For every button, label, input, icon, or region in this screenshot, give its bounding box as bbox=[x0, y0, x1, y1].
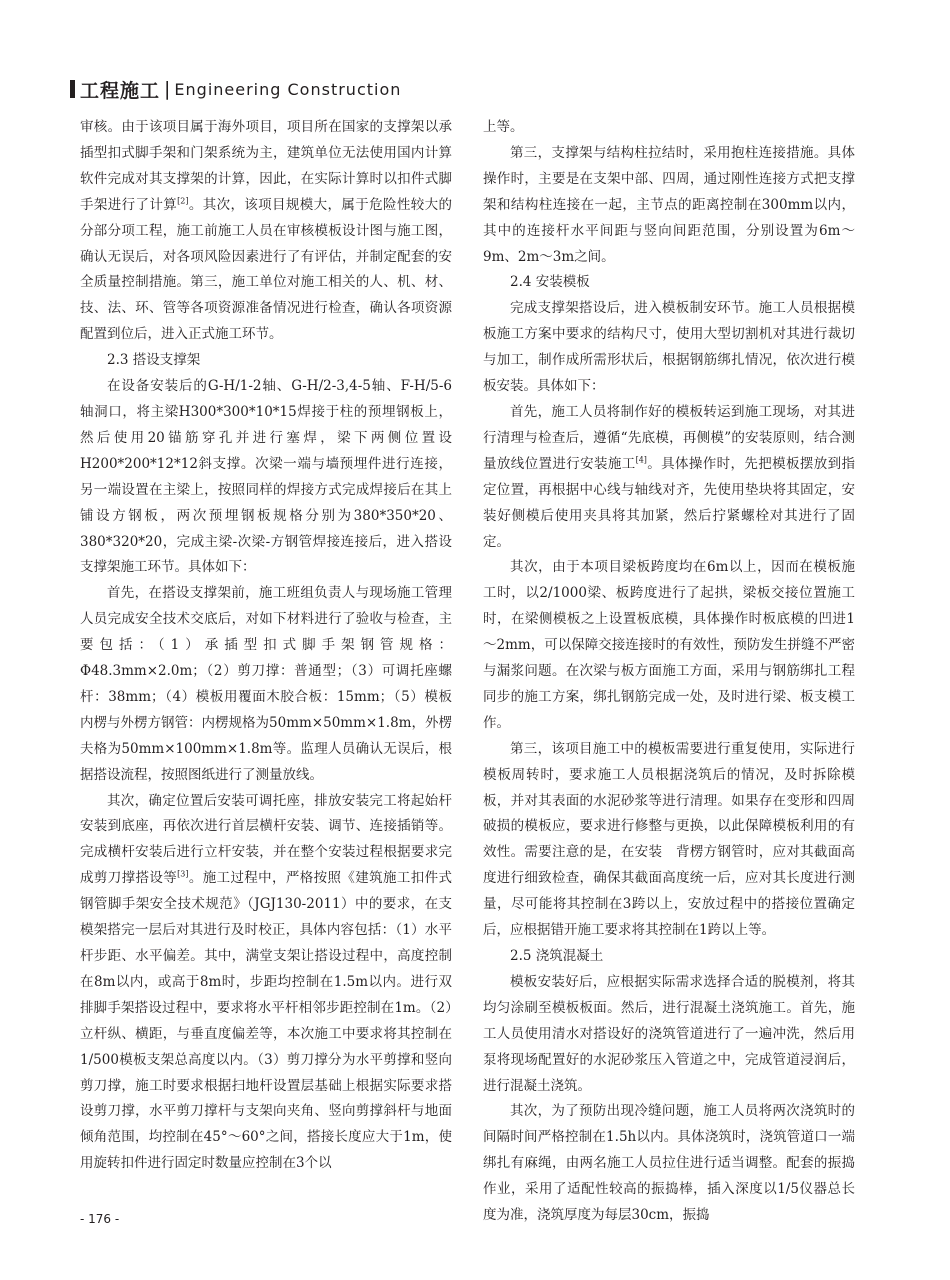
section-heading-2-5: 2.5 浇筑混凝土 bbox=[510, 948, 604, 964]
paragraph: 首先，在搭设支撑架前，施工班组负责人与现场施工管理人员完成安全技术交底后，对如下材料进行了验收与检查，主要包括：（1）承插型扣式脚手架钢管规格：Φ48.3mm×2.0m；（2）剪刀撑：普通型；（3）可调托座螺杆：38mm；（4）模板用覆面木胶合板：15mm；（5）模板内楞与外楞方钢管：内楞规格为50mm×50mm×1.8m，外楞夫格为50mm×100mm×1.8m等。监理人员确认无误后，根据搭设流程，按照图纸进行了测量放线。 bbox=[80, 585, 452, 783]
paragraph bbox=[80, 789, 452, 1178]
paragraph-text: 其次，确定位置后安装可调托座，排放安装完工将起始杆安装到底座，再依次进行首层横杆安装、调节、连接插销等。完成横杆安装后进行立杆安装，并在整个安装过程根据要求完成剪刀撑搭设等 bbox=[80, 792, 452, 887]
paragraph: 在设备安装后的G-H/1-2轴、G-H/2-3,4-5轴、F-H/5-6轴洞口，将主梁H300*300*10*15焊接于柱的预埋钢板上，然后使用20锚筋穿孔并进行塞焊，梁下两侧位置设H200*200*12*12斜支撑。次梁一端与墙预埋件进行连接，另一端设置在主梁上，按照同样的焊接方式完成焊接后在其上铺设方钢板，两次预埋钢板规格分别为380*350*20、380*320*20，完成主梁-次梁-方钢管焊接连接后，进入搭设支撑架施工环节。具体如下： bbox=[80, 378, 452, 576]
right-column bbox=[483, 115, 855, 1229]
paragraph-text: 。其次，该项目规模大，属于危险性较大的分部分项工程，施工前施工人员在审核模板设计图与施工图，确认无误后，对各项风险因素进行了有评估，并制定配套的安全质量控制措施。第三，施工单位对施工相关的人、机、材、技、法、环、管等各项资源准备情况进行检查，确认各项资源配置到位后，进入正式施工环节。 bbox=[80, 196, 453, 343]
journal-header bbox=[70, 76, 401, 102]
left-column bbox=[80, 115, 452, 1177]
page-number: - 176 - bbox=[80, 1212, 120, 1226]
paragraph: 第三，该项目施工中的模板需要进行重复使用，实际进行模板周转时，要求施工人员根据浇筑后的情况，及时拆除模板，并对其表面的水泥砂浆等进行清理。如果存在变形和四周破损的模板应，要求进行修整与更换，以此保障模板利用的有效性。需要注意的是，在安装 背楞方钢管时，应对其截面高度进行细致检查，确保其截面高度统一后，应对其长度进行测量，尽可能将其控制在3跨以上，安放过程中的搭接位置确定后，应根据错开施工要求将其控制在1跨以上等。 bbox=[483, 740, 855, 939]
paragraph-text: 。施工过程中，严格按照《建筑施工扣件式钢管脚手架安全技术规范》（JGJ130-2011）中的要求，在支模架搭完一层后对其进行及时校正，具体内容包括：（1）水平杆步距、水平偏差。其中，满堂支架让搭设过程中，高度控制在8m以内，或高于8m时，步距均控制在1.5m以内。进行双排脚手架搭设过程中，要求将水平杆相邻步距控制在1m。（2）立杆纵、横距，与垂直度偏差等，本次施工中要求将其控制在1/500模板支架总高度以内。（3）剪刀撑分为水平剪撑和竖向剪刀撑，施工时要求根据扫地杆设置层基础上根据实际要求搭设剪刀撑，水平剪刀撑杆与支架向夹角、竖向剪撑斜杆与地面倾角范围，均控制在45°～60°之间，搭接长度应大于1m，使用旋转扣件进行固定时数量应控制在3个以 bbox=[80, 870, 453, 1172]
header-bar-mark bbox=[70, 80, 75, 98]
citation-ref: [3] bbox=[177, 869, 189, 879]
paragraph: 其次，为了预防出现冷缝问题，施工人员将两次浇筑时的间隔时间严格控制在1.5h以内。具体浇筑时，浇筑管道口一端绑扎有麻绳，由两名施工人员拉住进行适当调整。配套的振捣作业，采用了适配性较高的振捣棒，插入深度以1/5仪器总长度为准，浇筑厚度为每层30cm，振捣 bbox=[483, 1103, 855, 1224]
paragraph bbox=[80, 115, 452, 348]
paragraph bbox=[483, 400, 855, 555]
citation-ref: [2] bbox=[177, 196, 189, 206]
section-heading-2-3: 2.3 搭设支撑架 bbox=[107, 352, 201, 369]
paragraph: 模板安装好后，应根据实际需求选择合适的脱模剂，将其均匀涂刷至模板板面。然后，进行混凝土浇筑施工。首先，施工人员使用清水对搭设好的浇筑管道进行了一遍冲洗，然后用泵将现场配置好的水泥砂浆压入管道之中，完成管道浸润后，进行混凝土浇筑。 bbox=[483, 973, 855, 1094]
header-title-en: Engineering Construction bbox=[174, 79, 402, 99]
paragraph-text: 首先，施工人员将制作好的模板转运到施工现场，对其进行清理与检查后，遵循“先底模，再侧模”的安装原则，结合测量放线位置进行安装施工 bbox=[483, 403, 855, 472]
paragraph: 上等。 bbox=[483, 119, 524, 135]
paragraph-text: 。具体操作时，先把模板摆放到指定位置，再根据中心线与轴线对齐，先使用垫块将其固定，安装好侧模后使用夹具将其加紧，然后拧紧螺栓对其进行了固定。 bbox=[483, 455, 856, 550]
paragraph-text: 审核。由于该项目属于海外项目，项目所在国家的支撑架以承插型扣式脚手架和门架系统为主，建筑单位无法使用国内计算软件完成对其支撑架的计算，因此，在实际计算时以扣件式脚手架进行了计算 bbox=[80, 119, 452, 213]
header-title-cn: 工程施工 bbox=[80, 79, 161, 102]
paragraph: 完成支撑架搭设后，进入模板制安环节。施工人员根据模板施工方案中要求的结构尺寸，使用大型切割机对其进行裁切与加工，制作成所需形状后，根据钢筋绑扎情况，依次进行模板安装。具体如下： bbox=[483, 300, 855, 395]
paragraph: 其次，由于本项目梁板跨度均在6m以上，因而在模板施工时，以2/1000梁、板跨度进行了起拱，梁板交接位置施工时，在梁侧模板之上设置板底模，具体操作时板底模的凹进1～2mm，可以保障交接连接时的有效性，预防发生拼缝不严密与漏浆问题。在次梁与板方面施工方面，采用与钢筋绑扎工程同步的施工方案，绑扎钢筋完成一处，及时进行梁、板支模工作。 bbox=[483, 559, 855, 731]
section-heading-2-4: 2.4 安装模板 bbox=[510, 274, 590, 291]
paragraph: 第三，支撑架与结构柱拉结时，采用抱柱连接措施。具体操作时，主要是在支架中部、四周，通过刚性连接方式把支撑架和结构柱连接在一起，主节点的距离控制在300mm以内，其中的连接杆水平间距与竖向间距范围，分别设置为6m～9m、2m～3m之间。 bbox=[483, 144, 855, 265]
citation-ref: [4] bbox=[635, 455, 647, 465]
header-separator: | bbox=[164, 78, 171, 100]
